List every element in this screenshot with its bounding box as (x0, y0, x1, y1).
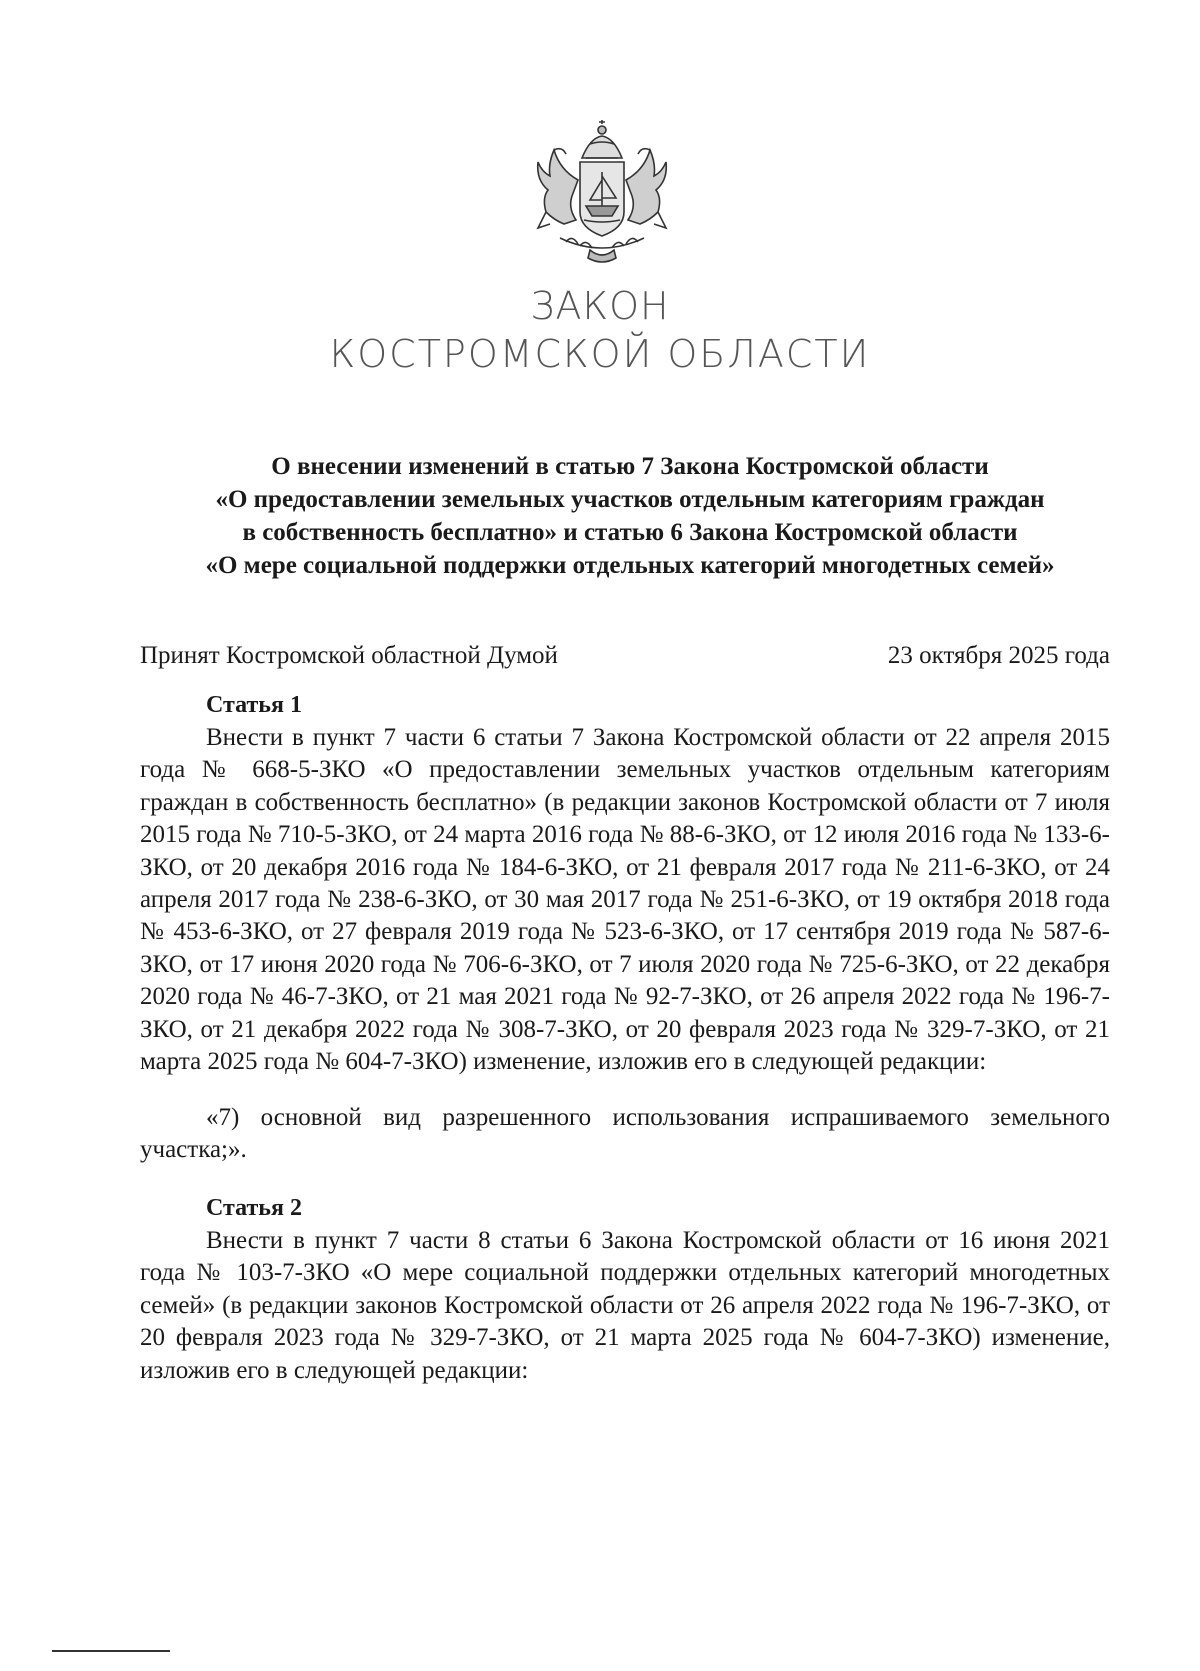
heading-line: «О мере социальной поддержки отдельных категорий многодетных семей» (205, 552, 1055, 579)
adoption-date: 23 октября 2025 года (887, 642, 1110, 669)
law-heading (140, 450, 1120, 582)
footnote-divider (52, 1650, 170, 1652)
law-title (0, 282, 1200, 378)
heading-line: в собственность бесплатно» и статью 6 Закона Костромской области (242, 519, 1018, 546)
heading-line: О внесении изменений в статью 7 Закона Костромской области (271, 453, 989, 480)
adopted-by: Принят Костромской областной Думой (140, 642, 558, 669)
heading-line: «О предоставлении земельных участков отдельным категориям граждан (215, 486, 1045, 513)
article-2-title: Статья 2 (206, 1195, 302, 1221)
coat-of-arms-emblem (520, 120, 685, 265)
article-1-title: Статья 1 (206, 692, 302, 718)
article-1-paragraph-1: Внести в пункт 7 части 6 статьи 7 Закона Костромской области от 22 апреля 2015 года № 668-5-ЗКО «О предоставлении земельных участков отдельным категориям граждан в собственность бесплатно» (в редакции законов Костромской области от 7 июля 2015 года № 710-5-ЗКО, от 24 марта 2016 года № 88-6-ЗКО, от 12 июля 2016 года № 133-6-ЗКО, от 20 декабря 2016 года № 184-6-ЗКО, от 21 февраля 2017 года № 211-6-ЗКО, от 24 апреля 2017 года № 238-6-ЗКО, от 30 мая 2017 года № 251-6-ЗКО, от 19 октября 2018 года № 453-6-ЗКО, от 27 февраля 2019 года № 523-6-ЗКО, от 17 сентября 2019 года № 587-6-ЗКО, от 17 июня 2020 года № 706-6-ЗКО, от 7 июля 2020 года № 725-6-ЗКО, от 22 декабря 2020 года № 46-7-ЗКО, от 21 мая 2021 года № 92-7-ЗКО, от 26 апреля 2022 года № 196-7-ЗКО, от 21 декабря 2022 года № 308-7-ЗКО, от 20 февраля 2023 года № 329-7-ЗКО, от 21 марта 2025 года № 604-7-ЗКО) изменение, изложив его в следующей редакции: (140, 724, 1110, 1076)
article-2-paragraph-1: Внести в пункт 7 части 8 статьи 6 Закона Костромской области от 16 июня 2021 года № 103-7-ЗКО «О мере социальной поддержки отдельных категорий многодетных семей» (в редакции законов Костромской области от 26 апреля 2022 года № 196-7-ЗКО, от 20 февраля 2023 года № 329-7-ЗКО, от 21 марта 2025 года № 604-7-ЗКО) изменение, изложив его в следующей редакции: (140, 1227, 1110, 1384)
article-1-paragraph-2: «7) основной вид разрешенного использования испрашиваемого земельного участка;». (140, 1104, 1110, 1164)
law-title-line1: ЗАКОН (530, 284, 670, 328)
law-title-line2: КОСТРОМСКОЙ ОБЛАСТИ (329, 332, 871, 376)
